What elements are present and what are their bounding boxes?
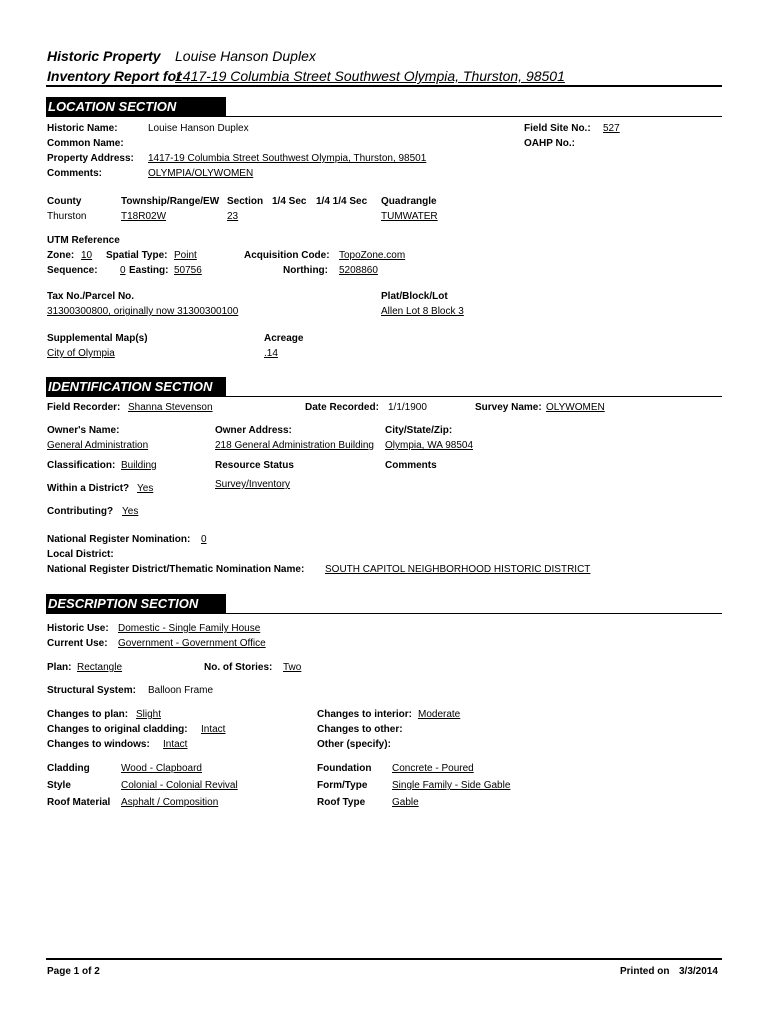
resource-status-label: Resource Status <box>215 460 294 471</box>
county-label: County <box>47 196 82 207</box>
current-use-value: Government - Government Office <box>118 638 266 649</box>
foundation-value: Concrete - Poured <box>392 763 474 774</box>
date-recorded-value: 1/1/1900 <box>388 402 427 413</box>
acquisition-code-value: TopoZone.com <box>339 250 406 261</box>
form-type-label: Form/Type <box>317 780 368 791</box>
acquisition-code-label: Acquisition Code: <box>244 250 330 261</box>
spatial-type-value: Point <box>174 250 197 261</box>
field-recorder-value: Shanna Stevenson <box>128 402 213 413</box>
trs-label: Township/Range/EW <box>121 196 220 207</box>
header-label-1: Historic Property <box>47 48 161 64</box>
spatial-type-label: Spatial Type: <box>106 250 168 261</box>
historic-use-label: Historic Use: <box>47 623 109 634</box>
tax-parcel-value: 31300300800, originally now 31300300100 <box>47 306 239 317</box>
quarter-quarter-sec-label: 1/4 1/4 Sec <box>316 196 368 207</box>
quarter-sec-label: 1/4 Sec <box>272 196 307 207</box>
roof-material-value: Asphalt / Composition <box>121 797 219 808</box>
owner-address-value: 218 General Administration Building <box>215 440 374 451</box>
local-district-label: Local District: <box>47 549 114 560</box>
roof-type-label: Roof Type <box>317 797 366 808</box>
plan-label: Plan: <box>47 662 72 673</box>
header-label-2: Inventory Report for <box>47 68 182 84</box>
page-number: Page 1 of 2 <box>47 966 100 977</box>
description-section-rule <box>46 613 722 614</box>
field-site-label: Field Site No.: <box>524 123 591 134</box>
tax-parcel-label: Tax No./Parcel No. <box>47 291 135 302</box>
footer-rule <box>46 958 722 960</box>
supplemental-maps-value: City of Olympia <box>47 348 115 359</box>
contributing-value: Yes <box>122 506 139 517</box>
comments-column-label: Comments <box>385 460 437 471</box>
utm-label: UTM Reference <box>47 235 120 246</box>
acreage-value: .14 <box>264 348 278 359</box>
current-use-label: Current Use: <box>47 638 108 649</box>
survey-name-value: OLYWOMEN <box>546 402 605 413</box>
oahp-label: OAHP No.: <box>524 138 575 149</box>
county-value: Thurston <box>47 211 87 222</box>
roof-material-label: Roof Material <box>47 797 111 808</box>
printed-on-label: Printed on <box>620 966 670 977</box>
easting-label: Easting: <box>129 265 169 276</box>
header-rule <box>46 85 722 87</box>
national-register-nomination-value: 0 <box>201 534 207 545</box>
northing-label: Northing: <box>283 265 328 276</box>
nr-district-name-value: SOUTH CAPITOL NEIGHBORHOOD HISTORIC DISTRICT <box>325 564 591 575</box>
survey-name-label: Survey Name: <box>475 402 542 413</box>
changes-interior-label: Changes to interior: <box>317 709 413 720</box>
classification-value: Building <box>121 460 157 471</box>
quadrangle-value: TUMWATER <box>381 211 438 222</box>
within-district-label: Within a District? <box>47 483 130 494</box>
style-value: Colonial - Colonial Revival <box>121 780 238 791</box>
nr-district-name-label: National Register District/Thematic Nomination Name: <box>47 564 305 575</box>
field-site-value: 527 <box>603 123 620 134</box>
acreage-label: Acreage <box>264 333 304 344</box>
city-state-zip-label: City/State/Zip: <box>385 425 453 436</box>
field-recorder-label: Field Recorder: <box>47 402 121 413</box>
printed-on-date: 3/3/2014 <box>679 966 718 977</box>
plat-block-lot-value: Allen Lot 8 Block 3 <box>381 306 464 317</box>
resource-status-value: Survey/Inventory <box>215 479 291 490</box>
historic-use-value: Domestic - Single Family House <box>118 623 261 634</box>
sequence-label: Sequence: <box>47 265 98 276</box>
location-section-title: LOCATION SECTION <box>46 97 226 117</box>
stories-label: No. of Stories: <box>204 662 273 673</box>
date-recorded-label: Date Recorded: <box>305 402 379 413</box>
header-value-2: 1417-19 Columbia Street Southwest Olympia, Thurston, 98501 <box>175 68 565 84</box>
changes-interior-value: Moderate <box>418 709 461 720</box>
contributing-label: Contributing? <box>47 506 114 517</box>
changes-windows-value: Intact <box>163 739 188 750</box>
national-register-nomination-label: National Register Nomination: <box>47 534 191 545</box>
identification-section-rule <box>46 396 722 397</box>
section-value: 23 <box>227 211 239 222</box>
classification-label: Classification: <box>47 460 116 471</box>
comments-value: OLYMPIA/OLYWOMEN <box>148 168 254 179</box>
common-name-label: Common Name: <box>47 138 124 149</box>
section-label: Section <box>227 196 264 207</box>
property-address-label: Property Address: <box>47 153 134 164</box>
identification-section-title: IDENTIFICATION SECTION <box>46 377 226 397</box>
plat-block-lot-label: Plat/Block/Lot <box>381 291 448 302</box>
within-district-value: Yes <box>137 483 154 494</box>
zone-value: 10 <box>81 250 93 261</box>
form-type-value: Single Family - Side Gable <box>392 780 511 791</box>
plan-value: Rectangle <box>77 662 123 673</box>
structural-system-value: Balloon Frame <box>148 685 214 696</box>
owner-name-label: Owner's Name: <box>47 425 120 436</box>
cladding-value: Wood - Clapboard <box>121 763 202 774</box>
property-address-value: 1417-19 Columbia Street Southwest Olympia, Thurston, 98501 <box>148 153 427 164</box>
style-label: Style <box>47 780 71 791</box>
trs-value: T18R02W <box>121 211 167 222</box>
location-section-rule <box>46 116 722 117</box>
cladding-label: Cladding <box>47 763 90 774</box>
changes-cladding-label: Changes to original cladding: <box>47 724 188 735</box>
stories-value: Two <box>283 662 302 673</box>
owner-name-value: General Administration <box>47 440 149 451</box>
quadrangle-label: Quadrangle <box>381 196 437 207</box>
changes-cladding-value: Intact <box>201 724 226 735</box>
historic-name-label: Historic Name: <box>47 123 118 134</box>
foundation-label: Foundation <box>317 763 372 774</box>
changes-other-label: Changes to other: <box>317 724 403 735</box>
header-value-1: Louise Hanson Duplex <box>175 48 316 64</box>
easting-value: 50756 <box>174 265 202 276</box>
structural-system-label: Structural System: <box>47 685 136 696</box>
comments-label: Comments: <box>47 168 103 179</box>
roof-type-value: Gable <box>392 797 419 808</box>
sequence-value: 0 <box>120 265 126 276</box>
northing-value: 5208860 <box>339 265 378 276</box>
other-specify-label: Other (specify): <box>317 739 391 750</box>
changes-windows-label: Changes to windows: <box>47 739 150 750</box>
supplemental-maps-label: Supplemental Map(s) <box>47 333 148 344</box>
city-state-zip-value: Olympia, WA 98504 <box>385 440 474 451</box>
changes-plan-label: Changes to plan: <box>47 709 129 720</box>
description-section-title: DESCRIPTION SECTION <box>46 594 226 614</box>
changes-plan-value: Slight <box>136 709 162 720</box>
owner-address-label: Owner Address: <box>215 425 292 436</box>
historic-name-value: Louise Hanson Duplex <box>148 123 249 134</box>
zone-label: Zone: <box>47 250 75 261</box>
